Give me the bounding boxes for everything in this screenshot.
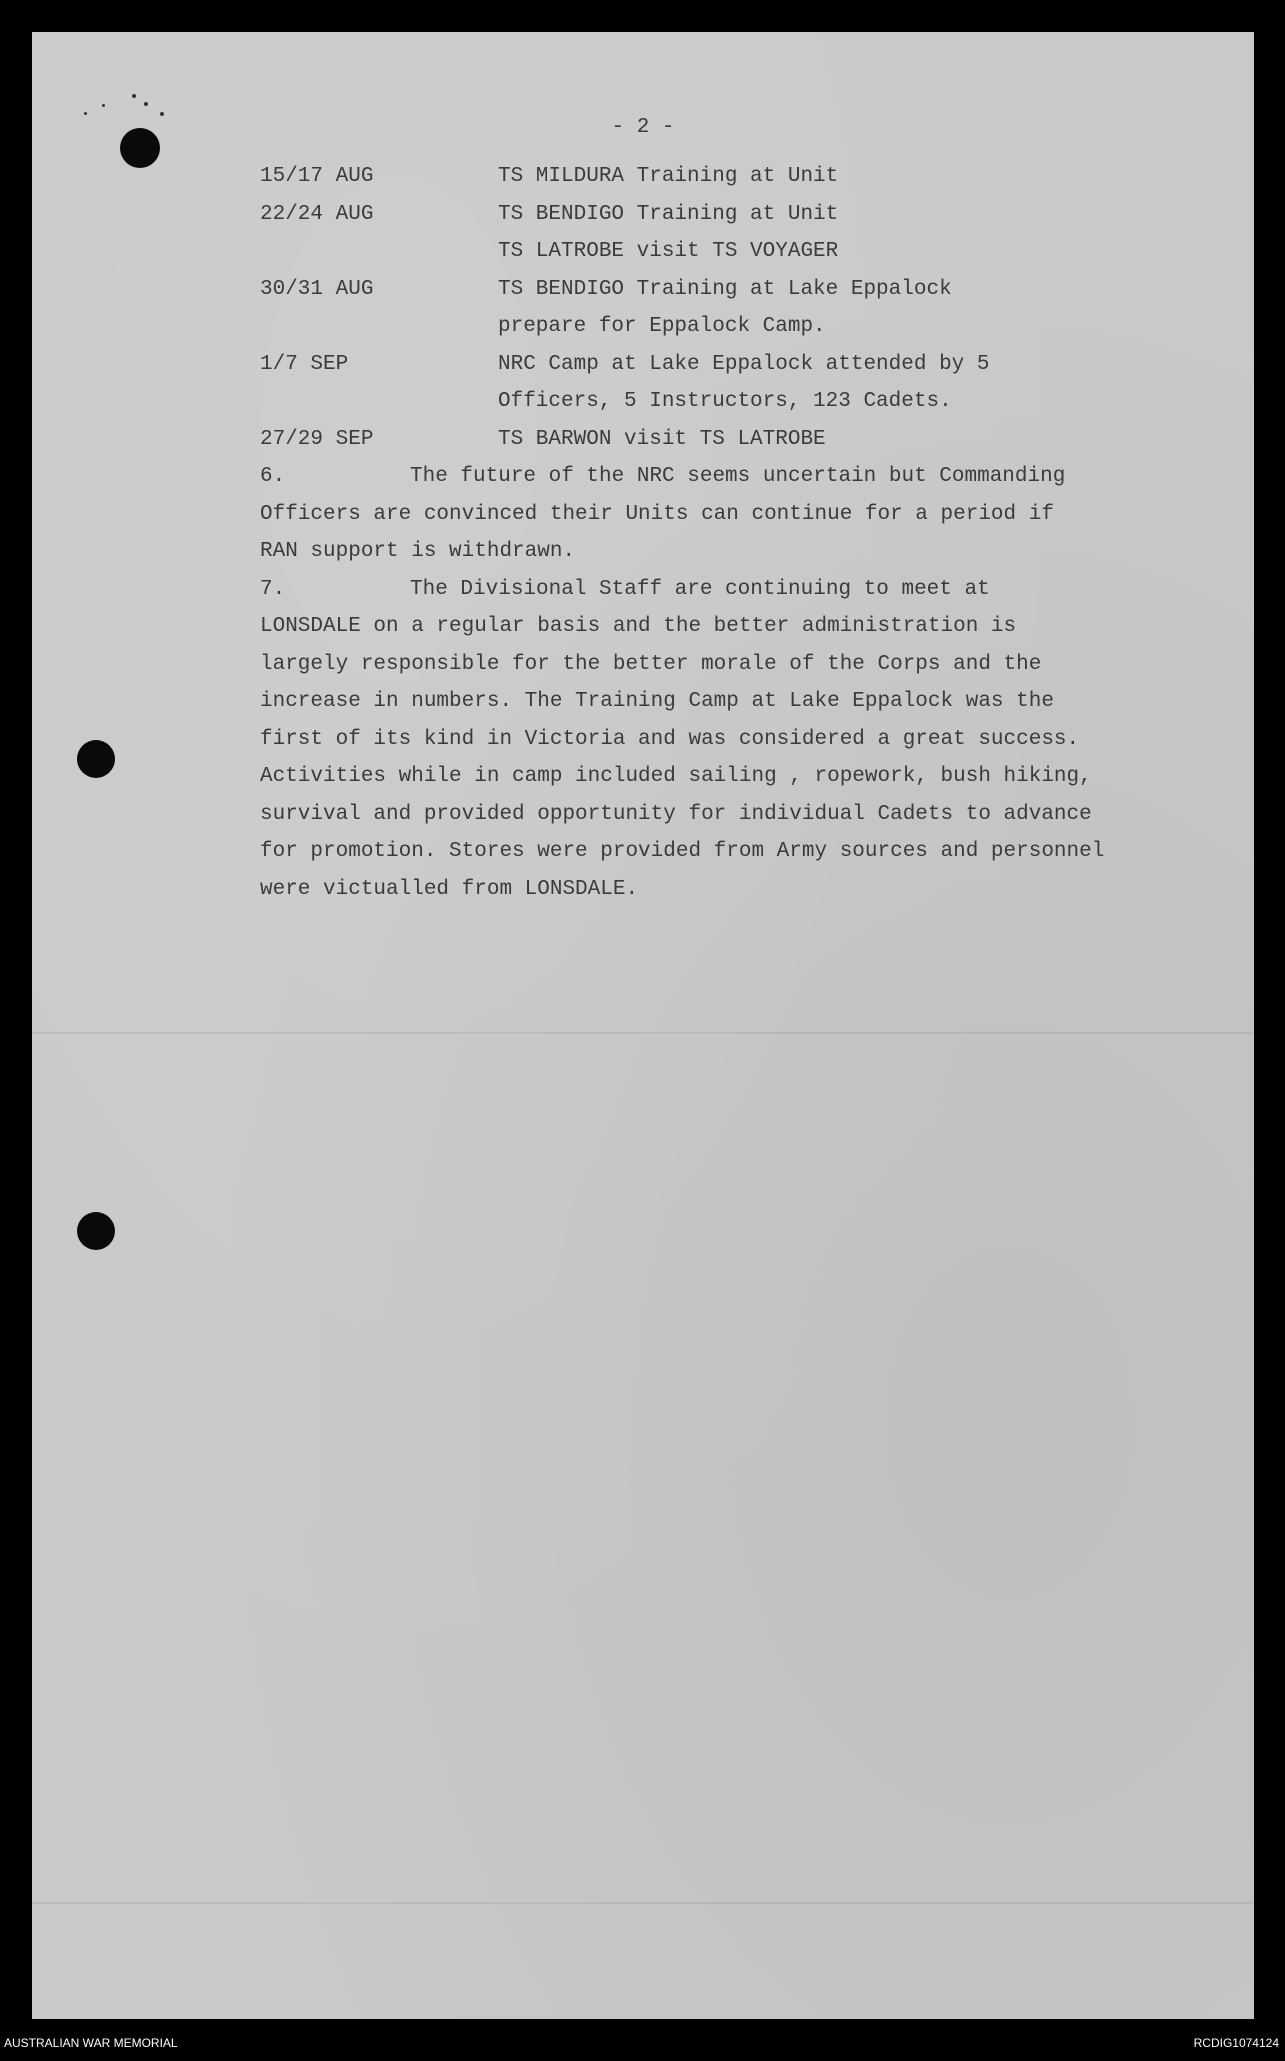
body-paragraphs (260, 458, 1180, 908)
paragraph-7-line: survival and provided opportunity for individual Cadets to advance (260, 802, 1092, 826)
schedule-line: TS LATROBE visit TS VOYAGER (498, 240, 839, 263)
paragraph-number: 7. (260, 577, 286, 601)
ink-speck (144, 102, 148, 106)
schedule-line: NRC Camp at Lake Eppalock attended by 5 (498, 352, 990, 376)
ink-speck (84, 112, 87, 115)
schedule-row (260, 271, 1160, 346)
schedule-line: prepare for Eppalock Camp. (498, 315, 826, 338)
ink-speck (102, 104, 105, 107)
schedule-row (260, 421, 1160, 459)
schedule-line: TS MILDURA Training at Unit (498, 165, 839, 188)
paragraph-6-line: RAN support is withdrawn. (260, 540, 576, 563)
schedule-date: 22/24 AUG (260, 202, 374, 226)
paragraph-7-line: largely responsible for the better morale of the Corps and the (260, 652, 1042, 676)
paragraph-7-line: for promotion. Stores were provided from Army sources and personnel (260, 840, 1105, 863)
paper-fold (32, 1032, 1254, 1034)
schedule-description (498, 158, 1160, 196)
paragraph-6-line: Officers are convinced their Units can continue for a period if (260, 502, 1054, 526)
schedule-description (498, 421, 1160, 459)
schedule-row (260, 346, 1160, 421)
paragraph-7-line: LONSDALE on a regular basis and the better administration is (260, 615, 1017, 638)
footer-record-id: RCDIG1074124 (1193, 2036, 1279, 2050)
schedule-description (498, 346, 1160, 421)
schedule-description (498, 271, 1160, 346)
schedule-line: TS BENDIGO Training at Lake Eppalock (498, 277, 952, 301)
punch-hole (77, 740, 115, 778)
ink-speck (132, 94, 136, 98)
schedule-row (260, 158, 1160, 196)
paragraph-7-line (260, 571, 1180, 609)
paragraph-number: 6. (260, 465, 286, 488)
schedule-line: Officers, 5 Instructors, 123 Cadets. (498, 390, 952, 413)
page-number: - 2 - (611, 116, 675, 139)
paragraph-7-line: Activities while in camp included sailing , ropework, bush hiking, (260, 765, 1092, 788)
document-page (32, 32, 1254, 2019)
schedule-line: TS BARWON visit TS LATROBE (498, 427, 826, 451)
paragraph-7-line: first of its kind in Victoria and was considered a great success. (260, 727, 1080, 751)
schedule-date: 30/31 AUG (260, 277, 374, 301)
schedule-date: 1/7 SEP (260, 352, 349, 376)
paragraph-text: The Divisional Staff are continuing to meet at (410, 577, 990, 601)
punch-hole (77, 1212, 115, 1250)
schedule-date: 27/29 SEP (260, 427, 374, 451)
schedule-row (260, 196, 1160, 271)
paragraph-text: The future of the NRC seems uncertain but Commanding (410, 465, 1066, 488)
paper-fold (32, 1902, 1254, 1904)
footer-archive-name: AUSTRALIAN WAR MEMORIAL (4, 2036, 178, 2050)
paragraph-7-line: increase in numbers. The Training Camp at Lake Eppalock was the (260, 690, 1054, 713)
paragraph-6-line (260, 458, 1180, 496)
schedule-list (260, 158, 1160, 458)
schedule-date: 15/17 AUG (260, 165, 374, 188)
schedule-line: TS BENDIGO Training at Unit (498, 202, 839, 226)
paragraph-7-line: were victualled from LONSDALE. (260, 877, 639, 901)
schedule-description (498, 196, 1160, 271)
